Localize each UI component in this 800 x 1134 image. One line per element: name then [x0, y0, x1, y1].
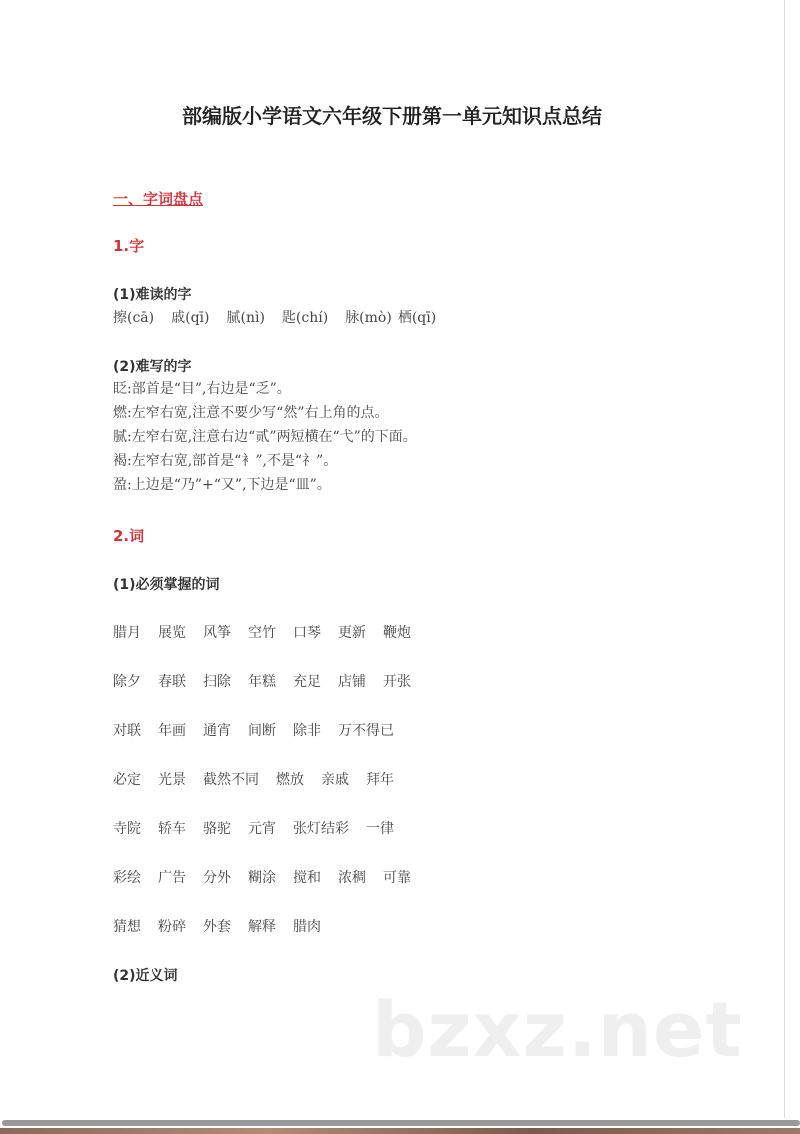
part-heading-chars: 1.字 — [113, 237, 145, 255]
word-row — [113, 719, 411, 743]
word-item: 燃放 — [276, 772, 304, 788]
word-item: 口琴 — [293, 625, 321, 641]
watermark: bzxz.net — [372, 985, 743, 1074]
word-item: 除夕 — [113, 674, 141, 690]
word-item: 轿车 — [158, 821, 186, 837]
word-row — [113, 915, 338, 939]
word-item: 通宵 — [203, 723, 231, 739]
word-row — [113, 866, 428, 890]
writing-note: 盈:上边是“乃”+“又”,下边是“皿”。 — [113, 477, 331, 493]
word-item: 一律 — [366, 821, 394, 837]
page-title: 部编版小学语文六年级下册第一单元知识点总结 — [182, 104, 602, 128]
word-item: 间断 — [248, 723, 276, 739]
background-strip — [0, 1128, 800, 1134]
word-item: 对联 — [113, 723, 141, 739]
word-item: 粉碎 — [158, 919, 186, 935]
word-item: 可靠 — [383, 870, 411, 886]
word-item: 浓稠 — [338, 870, 366, 886]
word-item: 年糕 — [248, 674, 276, 690]
word-row — [113, 621, 428, 645]
word-item: 元宵 — [248, 821, 276, 837]
word-item: 搅和 — [293, 870, 321, 886]
part-heading-words: 2.词 — [113, 527, 145, 545]
writing-note: 腻:左窄右宽,注意右边“贰”两短横在“弋”的下面。 — [113, 429, 417, 445]
reading-item: 脉(mò) — [345, 310, 392, 326]
word-item: 风筝 — [203, 625, 231, 641]
word-item: 广告 — [158, 870, 186, 886]
word-item: 亲戚 — [321, 772, 349, 788]
reading-item: 匙(chí) — [281, 310, 329, 326]
readings-list — [113, 306, 453, 330]
reading-item: 戚(qī) — [171, 310, 210, 326]
horizontal-scrollbar[interactable] — [2, 1120, 800, 1126]
word-item: 外套 — [203, 919, 231, 935]
subheading-synonyms: (2)近义词 — [113, 968, 178, 984]
word-item: 春联 — [158, 674, 186, 690]
word-item: 扫除 — [203, 674, 231, 690]
word-item: 更新 — [338, 625, 366, 641]
word-item: 万不得已 — [338, 723, 394, 739]
word-item: 糊涂 — [248, 870, 276, 886]
word-item: 开张 — [383, 674, 411, 690]
word-item: 必定 — [113, 772, 141, 788]
word-item: 空竹 — [248, 625, 276, 641]
section-heading: 一、字词盘点 — [113, 190, 204, 208]
word-item: 腊肉 — [293, 919, 321, 935]
reading-item: 栖(qī) — [397, 310, 437, 326]
word-item: 充足 — [293, 674, 321, 690]
reading-item: 腻(nì) — [226, 310, 265, 326]
word-item: 店铺 — [338, 674, 366, 690]
word-item: 寺院 — [113, 821, 141, 837]
word-item: 腊月 — [113, 625, 141, 641]
subheading-hard-read: (1)难读的字 — [113, 287, 192, 303]
word-row — [113, 817, 411, 841]
word-item: 张灯结彩 — [293, 821, 349, 837]
word-item: 彩绘 — [113, 870, 141, 886]
subheading-hard-write: (2)难写的字 — [113, 359, 192, 375]
word-item: 骆驼 — [203, 821, 231, 837]
reading-item: 擦(cā) — [113, 310, 155, 326]
writing-notes — [113, 377, 417, 497]
word-row — [113, 768, 411, 792]
writing-note: 燃:左窄右宽,注意不要少写“然”右上角的点。 — [113, 405, 389, 421]
word-item: 拜年 — [366, 772, 394, 788]
word-item: 猜想 — [113, 919, 141, 935]
word-item: 光景 — [158, 772, 186, 788]
writing-note: 褐:左窄右宽,部首是“衤”,不是“礻”。 — [113, 453, 338, 469]
word-item: 鞭炮 — [383, 625, 411, 641]
subheading-must-know: (1)必须掌握的词 — [113, 577, 220, 593]
word-item: 除非 — [293, 723, 321, 739]
word-item: 解释 — [248, 919, 276, 935]
word-item: 分外 — [203, 870, 231, 886]
word-item: 截然不同 — [203, 772, 259, 788]
writing-note: 眨:部首是“目”,右边是“乏”。 — [113, 381, 291, 397]
word-row — [113, 670, 428, 694]
word-item: 展览 — [158, 625, 186, 641]
word-item: 年画 — [158, 723, 186, 739]
